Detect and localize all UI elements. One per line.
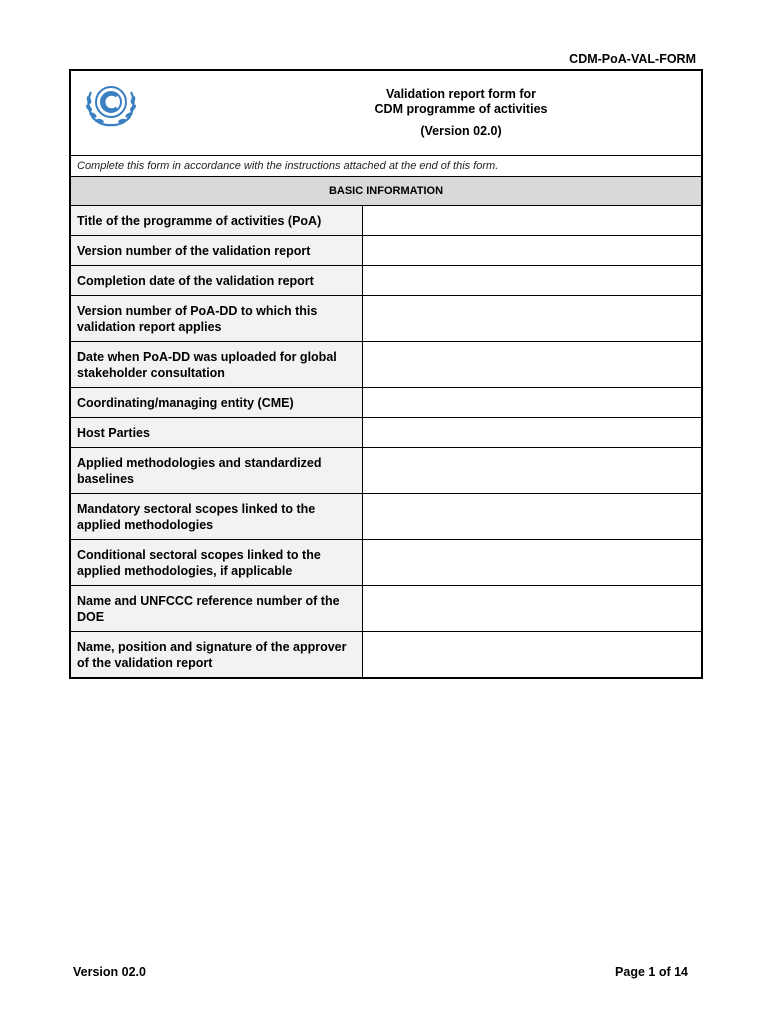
table-row: [70, 586, 702, 632]
table-row: [70, 494, 702, 540]
table-row: [70, 632, 702, 679]
table-row: [70, 448, 702, 494]
field-label: Name, position and signature of the approver of the validation report: [70, 632, 362, 679]
field-label: Host Parties: [70, 418, 362, 448]
poa-dd-version-field[interactable]: [362, 296, 702, 342]
validation-form-table: [69, 69, 703, 679]
table-row: [70, 418, 702, 448]
approver-field[interactable]: [362, 632, 702, 679]
document-code: CDM-PoA-VAL-FORM: [569, 52, 696, 66]
field-label: Coordinating/managing entity (CME): [70, 388, 362, 418]
footer-page-number: Page 1 of 14: [615, 965, 688, 979]
table-row: [70, 206, 702, 236]
table-row: [70, 236, 702, 266]
section-heading: BASIC INFORMATION: [70, 177, 702, 206]
field-label: Name and UNFCCC reference number of the DOE: [70, 586, 362, 632]
form-instruction: Complete this form in accordance with the instructions attached at the end of this form.: [70, 156, 702, 177]
field-label: Conditional sectoral scopes linked to the applied methodologies, if applicable: [70, 540, 362, 586]
form-version: (Version 02.0): [420, 124, 502, 138]
form-title-line1: Validation report form for: [385, 87, 536, 101]
poa-title-field[interactable]: [362, 206, 702, 236]
doe-field[interactable]: [362, 586, 702, 632]
footer-version: Version 02.0: [73, 965, 146, 979]
methodologies-field[interactable]: [362, 448, 702, 494]
form-header: [70, 70, 702, 156]
table-row: [70, 266, 702, 296]
host-parties-field[interactable]: [362, 418, 702, 448]
form-title-block: [221, 87, 701, 139]
upload-date-field[interactable]: [362, 342, 702, 388]
field-label: Title of the programme of activities (PoA): [70, 206, 362, 236]
completion-date-field[interactable]: [362, 266, 702, 296]
conditional-scopes-field[interactable]: [362, 540, 702, 586]
field-label: Version number of PoA-DD to which this validation report applies: [70, 296, 362, 342]
field-label: Version number of the validation report: [70, 236, 362, 266]
table-row: [70, 388, 702, 418]
field-label: Applied methodologies and standardized baselines: [70, 448, 362, 494]
table-row: [70, 296, 702, 342]
field-label: Completion date of the validation report: [70, 266, 362, 296]
field-label: Date when PoA-DD was uploaded for global stakeholder consultation: [70, 342, 362, 388]
mandatory-scopes-field[interactable]: [362, 494, 702, 540]
table-row: [70, 540, 702, 586]
field-label: Mandatory sectoral scopes linked to the applied methodologies: [70, 494, 362, 540]
cme-field[interactable]: [362, 388, 702, 418]
table-row: [70, 342, 702, 388]
unfccc-logo-icon: [81, 78, 141, 128]
report-version-field[interactable]: [362, 236, 702, 266]
form-title-line2: CDM programme of activities: [374, 102, 548, 116]
